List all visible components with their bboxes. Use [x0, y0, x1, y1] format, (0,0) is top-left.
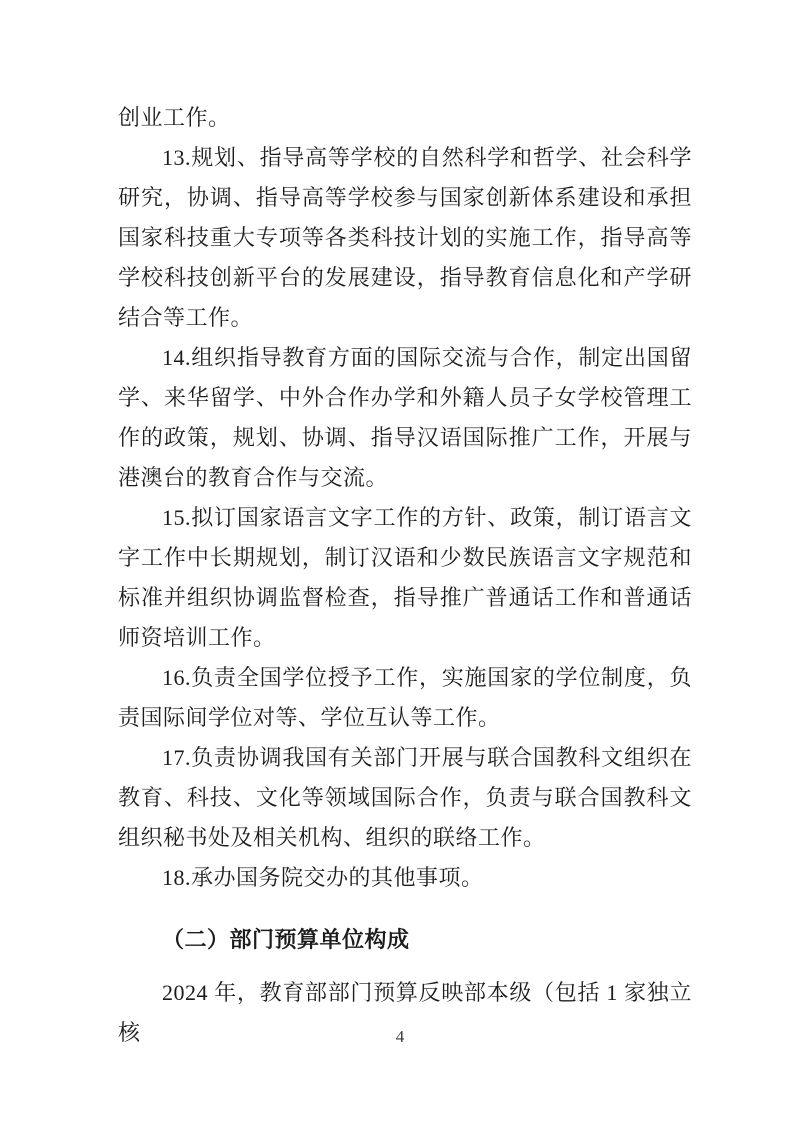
document-body [118, 98, 692, 1053]
paragraph-item-17: 17.负责协调我国有关部门开展与联合国教科文组织在教育、科技、文化等领域国际合作，负责与联合国教科文组织秘书处及相关机构、组织的联络工作。 [118, 745, 692, 850]
paragraph-item-13: 13.规划、指导高等学校的自然科学和哲学、社会科学研究，协调、指导高等学校参与国家创新体系建设和承担国家科技重大专项等各类科技计划的实施工作，指导高等学校科技创新平台的发展建设，指导教育信息化和产学研结合等工作。 [118, 145, 692, 330]
page-number: 4 [395, 1027, 405, 1046]
paragraph-item-16: 16.负责全国学位授予工作，实施国家的学位制度，负责国际间学位对等、学位互认等工作。 [118, 665, 692, 730]
section-heading: （二）部门预算单位构成 [162, 927, 410, 952]
paragraph-item-15: 15.拟订国家语言文字工作的方针、政策，制订语言文字工作中长期规划，制订汉语和少数民族语言文字规范和标准并组织协调监督检查，指导推广普通话工作和普通话师资培训工作。 [118, 505, 692, 650]
paragraph-budget-intro: 2024 年，教育部部门预算反映部本级（包括 1 家独立核 [118, 980, 692, 1045]
paragraph-item-18: 18.承办国务院交办的其他事项。 [162, 865, 484, 890]
paragraph-continuation: 创业工作。 [118, 105, 231, 130]
paragraph-item-14: 14.组织指导教育方面的国际交流与合作，制定出国留学、来华留学、中外合作办学和外籍人员子女学校管理工作的政策，规划、协调、指导汉语国际推广工作，开展与港澳台的教育合作与交流。 [118, 345, 692, 490]
